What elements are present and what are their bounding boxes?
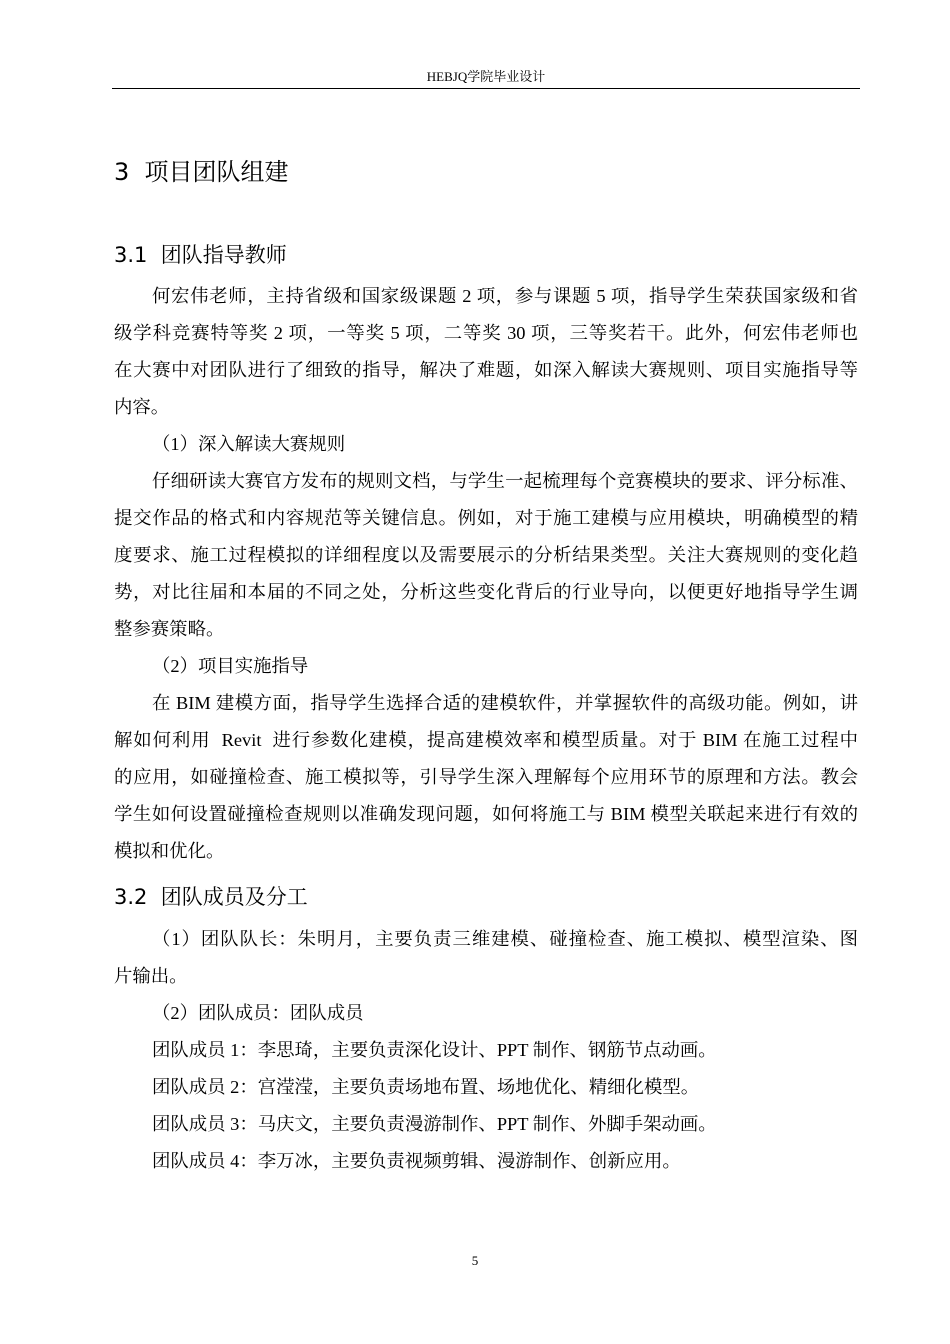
text-line: 势，对比往届和本届的不同之处，分析这些变化背后的行业导向，以便更好地指导学生调 [114,582,858,602]
text-line: 学生如何设置碰撞检查规则以准确发现问题，如何将施工与 BIM 模型关联起来进行有效的 [114,804,858,824]
text-line: 何宏伟老师，主持省级和国家级课题 2 项，参与课题 5 项，指导学生荣获国家级和省 [152,286,858,306]
text-line: 整参赛策略。 [114,619,225,639]
header-divider [112,88,860,89]
text-line: 仔细研读大赛官方发布的规则文档，与学生一起梳理每个竞赛模块的要求、评分标准、 [152,471,858,491]
subheading-rules: （1）深入解读大赛规则 [152,434,346,454]
chapter-title: 3 项目团队组建 [114,158,289,186]
team-member-1: 团队成员 1：李思琦，主要负责深化设计、PPT 制作、钢筋节点动画。 [152,1040,717,1060]
section-title-3-2: 3.2 团队成员及分工 [114,885,308,909]
page-number: 5 [471,1253,479,1268]
text-line: 在大赛中对团队进行了细致的指导，解决了难题，如深入解读大赛规则、项目实施指导等 [114,360,858,380]
text-line: 片输出。 [114,966,188,986]
text-line: 级学科竞赛特等奖 2 项，一等奖 5 项，二等奖 30 项，三等奖若干。此外，何宏伟老师也 [114,323,858,343]
text-line: 提交作品的格式和内容规范等关键信息。例如，对于施工建模与应用模块，明确模型的精 [114,508,858,528]
team-member-3: 团队成员 3：马庆文，主要负责漫游制作、PPT 制作、外脚手架动画。 [152,1114,717,1134]
team-member-2: 团队成员 2：宫滢滢，主要负责场地布置、场地优化、精细化模型。 [152,1077,700,1097]
section-title-3-1: 3.1 团队指导教师 [114,243,287,267]
text-line: 的应用，如碰撞检查、施工模拟等，引导学生深入理解每个应用环节的原理和方法。教会 [114,767,858,787]
team-leader-line: （1）团队队长：朱明月，主要负责三维建模、碰撞检查、施工模拟、模型渲染、图 [152,929,858,949]
text-line: 内容。 [114,397,170,417]
team-member-4: 团队成员 4：李万冰，主要负责视频剪辑、漫游制作、创新应用。 [152,1151,681,1171]
section-3-1-body [114,278,858,870]
text-line: 度要求、施工过程模拟的详细程度以及需要展示的分析结果类型。关注大赛规则的变化趋 [114,545,858,565]
section-3-2-body [114,921,858,1180]
text-line: 在 BIM 建模方面，指导学生选择合适的建模软件，并掌握软件的高级功能。例如，讲 [152,693,858,713]
text-line: 解如何利用 Revit 进行参数化建模，提高建模效率和模型质量。对于 BIM 在施工过程中 [114,730,858,750]
subheading-implementation: （2）项目实施指导 [152,656,309,676]
text-line: 模拟和优化。 [114,841,225,861]
running-header: HEBJQ学院毕业设计 [426,69,546,84]
team-members-heading: （2）团队成员：团队成员 [152,1003,364,1023]
